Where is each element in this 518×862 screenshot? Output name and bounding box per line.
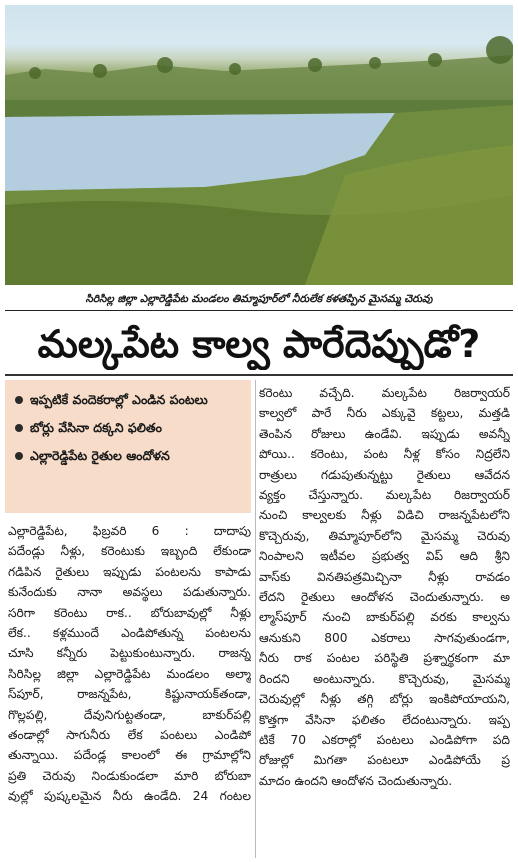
highlight-item: [15, 418, 243, 437]
body-line: పదేండ్లు నీళ్లు, కరెంటుకు ఇబ్బంది లేకుండా: [8, 544, 251, 559]
body-line: స్‌పూర్, రాజన్నపేట, కిష్టునాయక్‌తండా,: [8, 687, 251, 702]
body-line: చెరువుల్లో నీళ్లు తగ్గి బోర్లు ఇంకిపోయాయని,: [259, 692, 510, 707]
body-line: పోయి.. కరెంటు, పంట నీళ్ల కోసం నిద్రలేని: [259, 447, 510, 462]
body-line: కొత్తగా వేసినా ఫలితం లేదంటున్నారు. ఇప్ప: [259, 712, 510, 727]
body-line: మాదం ఉందని ఆందోళన చెందుతున్నారు.: [259, 773, 453, 788]
body-line: టికే 70 ఎకరాల్లో పంటలు ఎండిపోగా పది: [259, 732, 510, 747]
body-line: రోజుల్లో మిగతా పంటలూ ఎండిపోయే ప్ర: [259, 753, 510, 768]
body-line: తున్నాయి. పదేండ్ల కాలంలో ఈ గ్రామాల్లోని: [8, 748, 251, 763]
body-line: లేదని రైతులు ఆందోళన చెందుతున్నారు. అ: [259, 590, 510, 605]
highlight-item: [15, 390, 243, 409]
body-line: కునేందుకు నానా అవస్థలు పడుతున్నారు.: [8, 585, 251, 600]
body-line: చూసి కన్నీరు పెట్టుకుంటున్నారు. రాజన్న: [8, 646, 251, 661]
body-line: తెంపిన రోజులు ఉండేవి. ఇప్పుడు అవన్నీ: [259, 426, 510, 441]
body-line: వుల్లో పుష్కలమైన నీరు ఉండేది. 24 గంటల: [8, 789, 251, 804]
body-line: లేక.. కళ్లముందే ఎండిపోతున్న పంటలను: [8, 626, 251, 641]
photo-caption: సిరిసిల్ల జిల్లా ఎల్లారెడ్డిపేట మండలం తిమ్మాపూర్‌లో నీరులేక కళతప్పిన మైసమ్మ చెరువు: [5, 288, 513, 311]
bullet-icon: [15, 424, 23, 432]
headline: మల్కపేట కాల్వ పారేదెప్పుడో?: [37, 322, 481, 366]
body-line: సిరిసిల్ల జిల్లా ఎల్లారెడ్డిపేట మండలం అల్మా: [8, 666, 251, 681]
body-line: నింపాలని ఇటీవల ప్రభుత్వ విప్ ఆది శ్రీని: [259, 549, 510, 564]
body-line: నీరు రాక పంటల పరిస్థితి ప్రశ్నార్థకంగా మా: [259, 651, 510, 666]
body-line: కొచ్చెరువు, తిమ్మాపూర్‌లోని మైసమ్మ చెరువు: [259, 528, 510, 543]
bullet-icon: [15, 452, 23, 460]
body-line: రిందని అంటున్నారు. కొచ్చెరువు, మైసమ్మ: [259, 671, 510, 686]
divider: [5, 374, 513, 376]
body-line: తండాల్లో సాగునీరు లేక పంటలు ఎండిపో: [8, 728, 251, 743]
highlight-item: [15, 446, 243, 465]
body-line: ప్రతి చెరువు నిండుకుండలా మారి బోరుబా: [8, 768, 251, 783]
article-body-right: [259, 383, 510, 791]
bullet-icon: [15, 396, 23, 404]
highlights-box: [5, 380, 251, 513]
lake-landscape-photo: [5, 5, 513, 285]
highlight-text: ఇప్పటికే వందెకరాల్లో ఎండిన పంటలు: [30, 392, 208, 407]
body-line: ఎల్లారెడ్డిపేట, ఫిబ్రవరి 6 : దాదాపు: [8, 524, 251, 538]
highlight-text: ఎల్లారెడ్డిపేట రైతుల ఆందోళన: [30, 448, 170, 463]
body-line: రాత్రులు గడుపుతున్నట్టు రైతులు ఆవేదన: [259, 467, 510, 482]
body-line: కరెంటు వచ్చేది. మల్కపేట రిజర్వాయర్: [259, 386, 510, 400]
article-body-left: [8, 521, 251, 807]
body-line: నుంచి కాల్వలకు నీళ్లు విడిచి రాజన్నపేటలోని: [259, 508, 510, 523]
photo-illustration: [5, 5, 513, 285]
body-line: కాల్వలో పారే నీరు ఎక్కువై కట్టలు, మత్తడి: [259, 406, 510, 421]
column-separator: [255, 380, 256, 858]
body-line: ల్మాస్‌పూర్ నుంచి బాకుర్‌పల్లి వరకు కాల్వను: [259, 610, 510, 625]
body-line: గడిపిన రైతులు ఇప్పుడు పంటలను కాపాడు: [8, 564, 251, 579]
body-line: సరిగా కరెంటు రాక.. బోరుబావుల్లో నీళ్లు: [8, 605, 251, 620]
highlight-text: బోర్లు వేసినా దక్కని ఫలితం: [30, 420, 162, 435]
body-line: వాస్‌కు వినతిపత్రమిచ్చినా నీళ్లు రావడం: [259, 569, 510, 584]
body-line: ఆనుకుని 800 ఎకరాలు సాగవుతుండగా,: [259, 630, 510, 645]
body-line: వ్యక్తం చేస్తున్నారు. మల్కపేట రిజర్వాయర్: [259, 488, 510, 503]
body-line: గొల్లపల్లి, దేవునిగుట్టతండా, బాకుర్‌పల్లి: [8, 707, 251, 722]
